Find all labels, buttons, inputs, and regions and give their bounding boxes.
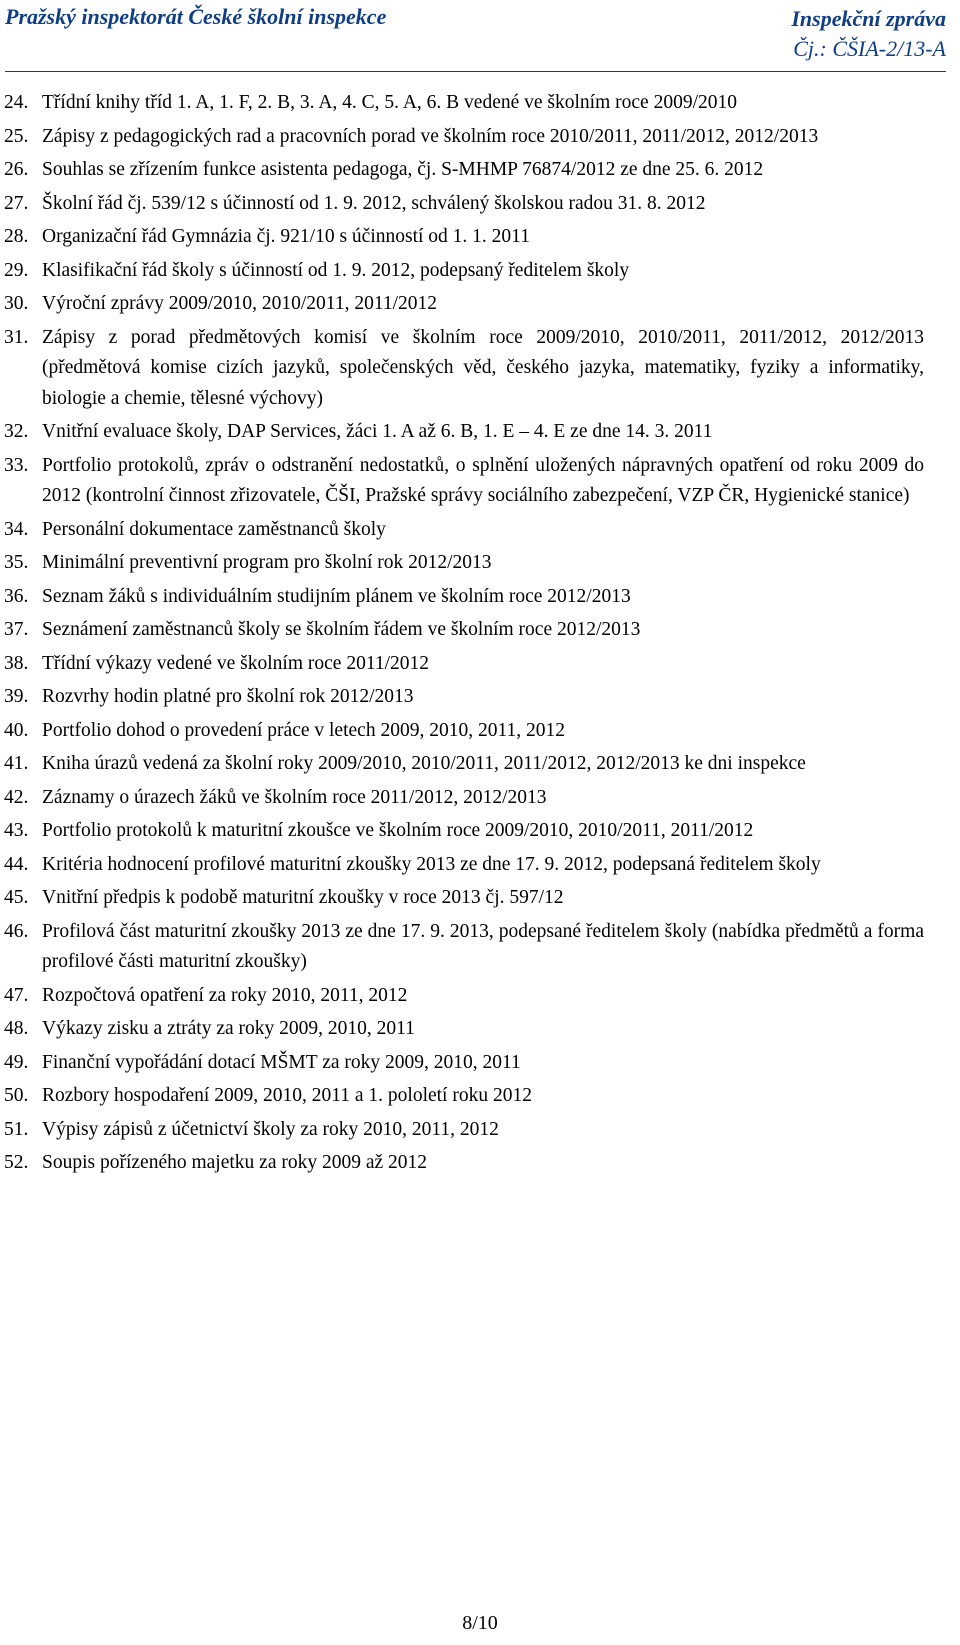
list-item xyxy=(4,816,924,847)
list-item-text: Výpisy zápisů z účetnictví školy za roky 2010, 2011, 2012 xyxy=(42,1118,499,1140)
list-item-text: Školní řád čj. 539/12 s účinností od 1. 9. 2012, schválený školskou radou 31. 8. 2012 xyxy=(42,192,706,214)
list-item xyxy=(4,615,924,646)
list-item-text: Minimální preventivní program pro školní rok 2012/2013 xyxy=(42,552,492,573)
list-item xyxy=(4,417,924,448)
list-item xyxy=(4,716,924,747)
list-item-text: Rozbory hospodaření 2009, 2010, 2011 a 1. pololetí roku 2012 xyxy=(42,1085,532,1106)
header-doc-ref: Čj.: ČŠIA-2/13-A xyxy=(793,36,946,61)
list-item-text: Seznámení zaměstnanců školy se školním řádem ve školním roce 2012/2013 xyxy=(42,619,641,640)
list-item-text: Klasifikační řád školy s účinností od 1. 9. 2012, podepsaný ředitelem školy xyxy=(42,259,630,281)
list-item-text: Rozvrhy hodin platné pro školní rok 2012/2013 xyxy=(42,686,414,707)
list-item xyxy=(4,189,924,220)
list-item xyxy=(4,1048,924,1079)
list-item-number: 31. xyxy=(4,326,29,348)
list-item-number: 24. xyxy=(4,92,29,113)
list-item-text: Souhlas se zřízením funkce asistenta pedagoga, čj. S-MHMP 76874/2012 ze dne 25. 6. 2012 xyxy=(42,159,764,180)
list-item xyxy=(4,981,924,1012)
list-item-number: 51. xyxy=(4,1118,29,1140)
list-item-text: Finanční vypořádání dotací MŠMT za roky 2009, 2010, 2011 xyxy=(42,1051,521,1073)
list-item-text: Třídní výkazy vedené ve školním roce 2011/2012 xyxy=(42,652,430,674)
list-item-text: Kritéria hodnocení profilové maturitní zkoušky 2013 ze dne 17. 9. 2012, podepsaná ředitelem školy xyxy=(42,853,821,875)
list-item-number: 33. xyxy=(4,454,29,476)
list-item xyxy=(4,548,924,579)
header-divider xyxy=(5,71,946,72)
list-item-number: 34. xyxy=(4,518,29,540)
page-number: 8/10 xyxy=(462,1612,498,1634)
list-item-number: 45. xyxy=(4,887,29,908)
list-item-number: 40. xyxy=(4,719,29,741)
list-item-number: 39. xyxy=(4,686,29,707)
list-item xyxy=(4,222,924,253)
list-item-text: Záznamy o úrazech žáků ve školním roce 2011/2012, 2012/2013 xyxy=(42,786,547,808)
list-item xyxy=(4,883,924,914)
list-item-number: 48. xyxy=(4,1018,29,1039)
list-item xyxy=(4,850,924,881)
list-item-number: 42. xyxy=(4,786,29,808)
list-item xyxy=(4,323,924,415)
list-item xyxy=(4,1115,924,1146)
list-item-number: 41. xyxy=(4,753,29,774)
document-list xyxy=(4,88,924,1182)
list-item xyxy=(4,749,924,780)
list-item xyxy=(4,1148,924,1179)
list-item xyxy=(4,515,924,546)
list-item-number: 49. xyxy=(4,1051,29,1073)
list-item xyxy=(4,289,924,320)
list-item xyxy=(4,88,924,119)
list-item xyxy=(4,451,924,512)
list-item-number: 27. xyxy=(4,192,29,214)
list-item-number: 43. xyxy=(4,820,29,841)
page-header xyxy=(0,0,960,70)
list-item xyxy=(4,155,924,186)
list-item-number: 25. xyxy=(4,125,29,147)
header-institution: Pražský inspektorát České školní inspekce xyxy=(5,4,387,29)
header-doc-info xyxy=(791,4,946,64)
list-item-number: 35. xyxy=(4,552,29,573)
list-item-text: Kniha úrazů vedená za školní roky 2009/2010, 2010/2011, 2011/2012, 2012/2013 ke dni inspekce xyxy=(42,753,806,774)
list-item-text: Zápisy z pedagogických rad a pracovních porad ve školním roce 2010/2011, 2011/2012, 2012/2013 xyxy=(42,125,819,147)
list-item xyxy=(4,256,924,287)
list-item-number: 29. xyxy=(4,259,29,281)
list-item-number: 26. xyxy=(4,159,29,180)
list-item-text: Profilová část maturitní zkoušky 2013 ze dne 17. 9. 2013, podepsané ředitelem školy (nabídka předmětů a forma profilové části maturitní zkoušky) xyxy=(42,920,924,972)
list-item-number: 38. xyxy=(4,652,29,674)
list-item-text: Seznam žáků s individuálním studijním plánem ve školním roce 2012/2013 xyxy=(42,585,631,607)
list-item-text: Soupis pořízeného majetku za roky 2009 až 2012 xyxy=(42,1152,428,1173)
list-item xyxy=(4,582,924,613)
list-item-number: 28. xyxy=(4,226,29,247)
list-item-text: Rozpočtová opatření za roky 2010, 2011, 2012 xyxy=(42,984,408,1006)
list-item-text: Výkazy zisku a ztráty za roky 2009, 2010, 2011 xyxy=(42,1018,415,1039)
list-item-text: Portfolio protokolů, zpráv o odstranění nedostatků, o splnění uložených nápravných opatření od roku 2009 do 2012 (kontrolní činnost zřizovatele, ČŠI, Pražské správy sociálního zabezpečení, VZP ČR, Hygienické stanice) xyxy=(42,454,924,506)
list-item xyxy=(4,917,924,978)
list-item-text: Vnitřní předpis k podobě maturitní zkoušky v roce 2013 čj. 597/12 xyxy=(42,887,564,908)
list-item-number: 47. xyxy=(4,984,29,1006)
list-item-text: Třídní knihy tříd 1. A, 1. F, 2. B, 3. A, 4. C, 5. A, 6. B vedené ve školním roce 2009/2010 xyxy=(42,92,737,113)
list-item xyxy=(4,1081,924,1112)
list-item-text: Personální dokumentace zaměstnanců školy xyxy=(42,518,386,540)
list-item-text: Vnitřní evaluace školy, DAP Services, žáci 1. A až 6. B, 1. E – 4. E ze dne 14. 3. 2011 xyxy=(42,421,713,442)
header-doc-type: Inspekční zpráva xyxy=(791,6,946,31)
list-item-text: Organizační řád Gymnázia čj. 921/10 s účinností od 1. 1. 2011 xyxy=(42,226,530,247)
list-item-text: Zápisy z porad předmětových komisí ve školním roce 2009/2010, 2010/2011, 2011/2012, 2012/2013 (předmětová komise cizích jazyků, společenských věd, českého jazyka, matematiky, fyziky a informatiky, biologie a chemie, tělesné výchovy) xyxy=(42,326,924,409)
list-item xyxy=(4,682,924,713)
list-item-number: 36. xyxy=(4,585,29,607)
list-item-text: Výroční zprávy 2009/2010, 2010/2011, 2011/2012 xyxy=(42,293,438,314)
list-item xyxy=(4,122,924,153)
list-item-number: 50. xyxy=(4,1085,29,1106)
list-item-number: 52. xyxy=(4,1152,29,1173)
list-item xyxy=(4,649,924,680)
list-item-number: 37. xyxy=(4,619,29,640)
list-item-number: 32. xyxy=(4,421,29,442)
list-item-number: 44. xyxy=(4,853,29,875)
list-item-number: 30. xyxy=(4,293,29,314)
list-item-number: 46. xyxy=(4,920,29,942)
list-item-text: Portfolio dohod o provedení práce v letech 2009, 2010, 2011, 2012 xyxy=(42,719,565,741)
list-item xyxy=(4,783,924,814)
list-item xyxy=(4,1014,924,1045)
list-item-text: Portfolio protokolů k maturitní zkoušce ve školním roce 2009/2010, 2010/2011, 2011/2012 xyxy=(42,820,754,841)
